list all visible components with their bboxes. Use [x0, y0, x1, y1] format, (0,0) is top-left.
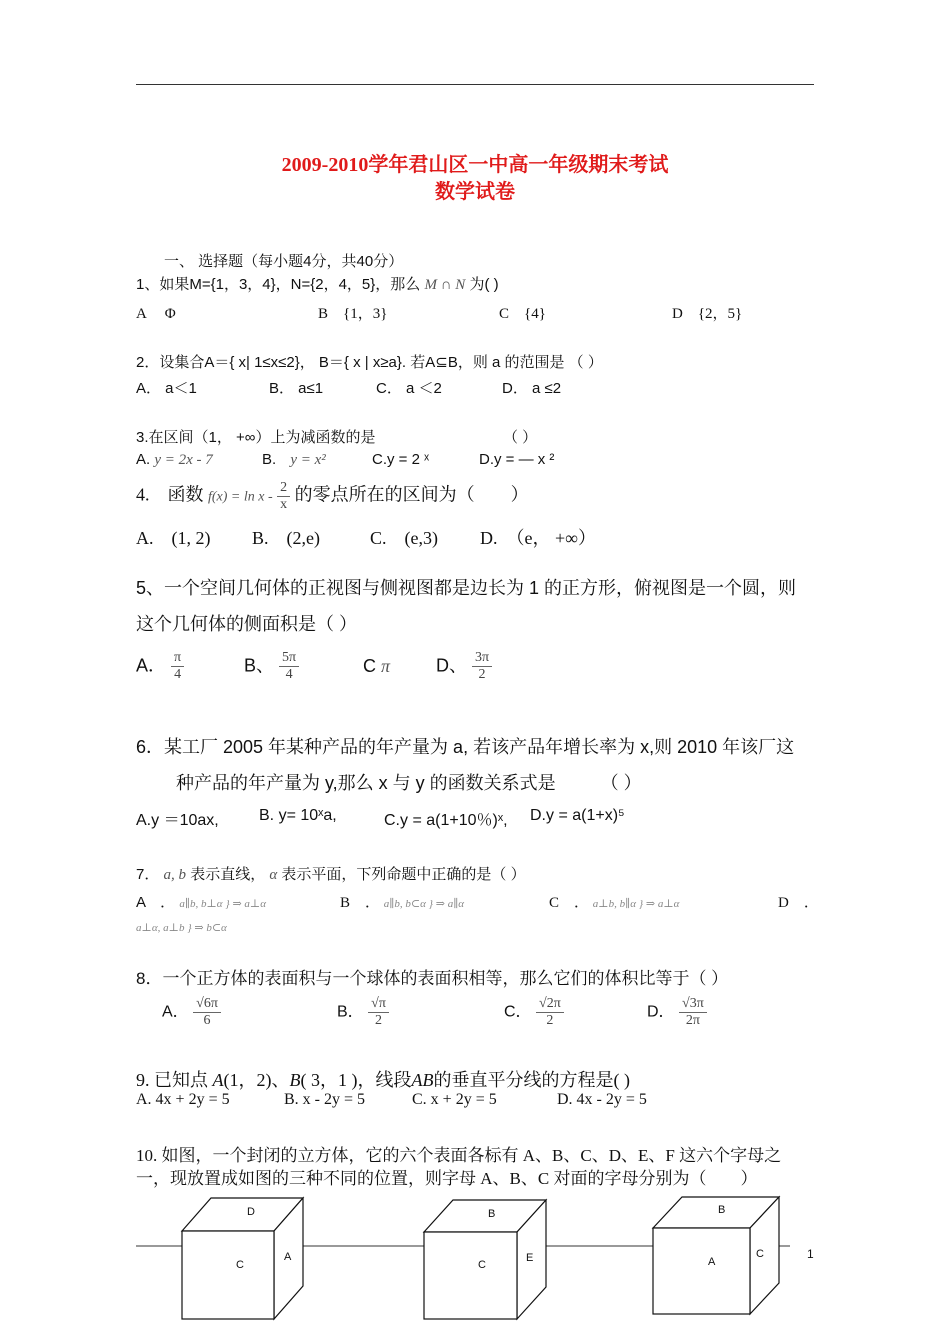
- q5-a-den: 4: [174, 667, 182, 682]
- cube-3-top-label: B: [718, 1204, 726, 1216]
- question-3-paren: （ ）: [503, 429, 538, 446]
- question-3: 3.在区间（1， +∞）上为减函数的是: [136, 429, 376, 446]
- question-7-prefix: 7．: [136, 866, 160, 883]
- q4-option-a: A. (1, 2): [136, 528, 211, 548]
- exam-title: 2009-2010学年君山区一中高一年级期末考试: [281, 154, 669, 176]
- question-10-line2: 一，现放置成如图的三种不同的位置，则字母 A、B、C 对面的字母分别为（ ）: [136, 1169, 758, 1188]
- q7-option-a-label: A ．: [136, 894, 176, 911]
- cube-3-side-label: C: [756, 1248, 764, 1260]
- q5-option-a-label: A．: [136, 655, 167, 676]
- question-4-frac-den: x: [280, 497, 288, 512]
- q7-option-d-label: D ．: [778, 895, 819, 911]
- q9-option-d: D. 4x - 2y = 5: [557, 1091, 647, 1108]
- question-1-expr: M ∩ N: [424, 277, 466, 293]
- q9-option-c: C. x + 2y = 5: [412, 1091, 497, 1108]
- q3-option-a-label: A.: [136, 451, 151, 468]
- q5-b-den: 4: [285, 667, 293, 682]
- question-6-line2: 种产品的年产量为 y,那么 x 与 y 的函数关系式是 （ ）: [176, 773, 642, 793]
- q2-option-c: C． a ＜2: [376, 380, 442, 397]
- question-4-expr: f(x) = ln x -: [208, 489, 273, 505]
- question-9-stem-a: 9. 已知点: [136, 1070, 208, 1090]
- q4-option-c: C. (e,3): [370, 528, 438, 548]
- q3-option-b-expr: y = x²: [290, 452, 326, 468]
- q1-option-c: C {4}: [499, 306, 546, 322]
- q1-option-b: B {1，3}: [318, 306, 388, 322]
- question-7-tail: 表示平面，下列命题中正确的是（ ）: [281, 866, 526, 883]
- question-5-line1: 5、一个空间几何体的正视图与侧视图都是边长为 1 的正方形，俯视图是一个圆，则: [136, 578, 797, 598]
- cube-3-front-label: A: [708, 1256, 716, 1268]
- cube-2-top-label: B: [488, 1208, 496, 1220]
- q5-d-den: 2: [478, 667, 486, 682]
- q7-option-b-expr: a∥b, b⊂α } ⇒ a∥α: [383, 898, 465, 910]
- question-10-line1: 10. 如图，一个封闭的立方体，它的六个表面各标有 A、B、C、D、E、F 这六个字母之: [136, 1146, 782, 1165]
- q1-option-d: D {2，5}: [672, 306, 743, 322]
- q8-d-num: √3π: [679, 996, 707, 1013]
- question-2: 2．设集合A＝{ x| 1≤x≤2}， B＝{ x | x≥a}. 若A⊆B，则 a 的范围是 （ ）: [136, 354, 603, 371]
- q8-b-den: 2: [375, 1013, 383, 1028]
- cube-1-front-label: C: [236, 1259, 244, 1271]
- question-9-stem-b: ，线段: [357, 1070, 412, 1090]
- q5-option-d-label: D、: [436, 655, 467, 676]
- question-7-ab: a, b: [163, 867, 187, 883]
- question-9-segment: AB: [411, 1070, 434, 1090]
- q5-option-c-expr: π: [381, 656, 391, 676]
- section-heading: 一、 选择题（每小题4分，共40分）: [164, 253, 404, 270]
- q8-c-num: √2π: [536, 996, 564, 1013]
- question-1-tail: 为( ): [469, 276, 499, 293]
- cube-1-top-label: D: [247, 1206, 255, 1218]
- question-4-frac-num: 2: [277, 480, 290, 497]
- q8-option-b-label: B．: [337, 1003, 364, 1021]
- q3-option-c: C.y = 2 ˣ: [372, 451, 430, 468]
- q8-d-den: 2π: [685, 1013, 700, 1028]
- q2-option-d: D． a ≤2: [502, 380, 562, 397]
- q9-option-a: A. 4x + 2y = 5: [136, 1091, 230, 1108]
- q7-option-a-expr: a∥b, b⊥α } ⇒ a⊥α: [179, 898, 267, 910]
- question-4-stem-b: 的零点所在的区间为（ ）: [294, 484, 529, 505]
- q6-option-c: C.y = a(1+10％)ˣ,: [384, 812, 508, 829]
- q8-c-den: 2: [546, 1013, 554, 1028]
- q6-option-d: D.y = a(1+x)⁵: [530, 807, 625, 824]
- q2-option-a: A． a＜1: [136, 380, 197, 397]
- q3-option-a-expr: y = 2x - 7: [154, 452, 213, 468]
- q8-a-den: 6: [203, 1013, 211, 1028]
- question-9-coord-b: ( 3，1 ): [300, 1070, 358, 1090]
- q3-option-d: D.y = ― x ²: [479, 451, 555, 468]
- exam-subtitle: 数学试卷: [435, 181, 515, 203]
- cube-1-side-label: A: [284, 1251, 292, 1263]
- q8-option-c-label: C．: [504, 1003, 532, 1021]
- question-4-stem-a: 4. 函数: [136, 484, 204, 505]
- q4-option-b: B. (2,e): [252, 528, 320, 548]
- q1-option-a: A Φ: [136, 306, 176, 322]
- q4-option-d: D. （e， +∞）: [480, 528, 596, 548]
- cube-2-side-label: E: [526, 1252, 534, 1264]
- q5-b-num: 5π: [279, 650, 299, 667]
- q6-option-b: B. y= 10ˣa,: [259, 807, 337, 824]
- q7-option-c-expr: a⊥b, b∥α } ⇒ a⊥α: [592, 898, 680, 910]
- question-9-point-a: A: [212, 1070, 224, 1090]
- question-9-point-b: B: [289, 1070, 301, 1090]
- q3-option-b-label: B.: [262, 451, 277, 468]
- q7-option-b-label: B ．: [340, 895, 381, 911]
- question-1-stem: 1、如果M={1，3，4}，N={2，4，5}，那么: [136, 276, 421, 293]
- q5-option-c-label: C: [363, 656, 376, 676]
- q8-option-d-label: D．: [647, 1003, 675, 1021]
- q9-option-b: B. x - 2y = 5: [284, 1091, 366, 1108]
- cube-2-front-label: C: [478, 1259, 486, 1271]
- question-8: 8．一个正方体的表面积与一个球体的表面积相等，那么它们的体积比等于（ ）: [136, 969, 729, 988]
- q8-b-num: √π: [368, 996, 389, 1013]
- q2-option-b: B． a≤1: [269, 380, 324, 397]
- q8-option-a-label: A．: [162, 1003, 189, 1021]
- question-9-stem-c: 的垂直平分线的方程是( ): [433, 1070, 630, 1090]
- question-7-mid: 表示直线，: [190, 866, 266, 883]
- question-5-line2: 这个几何体的侧面积是（ ）: [136, 614, 357, 634]
- q8-a-num: √6π: [193, 996, 221, 1013]
- question-6-line1: 6．某工厂 2005 年某种产品的年产量为 a, 若该产品年增长率为 x,则 2010 年该厂这: [136, 737, 795, 757]
- q5-a-num: π: [171, 650, 184, 667]
- question-7-alpha: α: [269, 867, 278, 883]
- q7-option-c-label: C ．: [549, 895, 590, 911]
- page-number: 1: [807, 1247, 814, 1261]
- q5-d-num: 3π: [472, 650, 492, 667]
- q5-option-b-label: B、: [244, 655, 275, 676]
- question-9-coord-a: (1，2)、: [223, 1070, 290, 1090]
- q6-option-a: A.y ＝10ax,: [136, 812, 219, 829]
- q7-option-d-expr-text: a⊥α, a⊥b } ⇒ b⊂α: [136, 922, 227, 934]
